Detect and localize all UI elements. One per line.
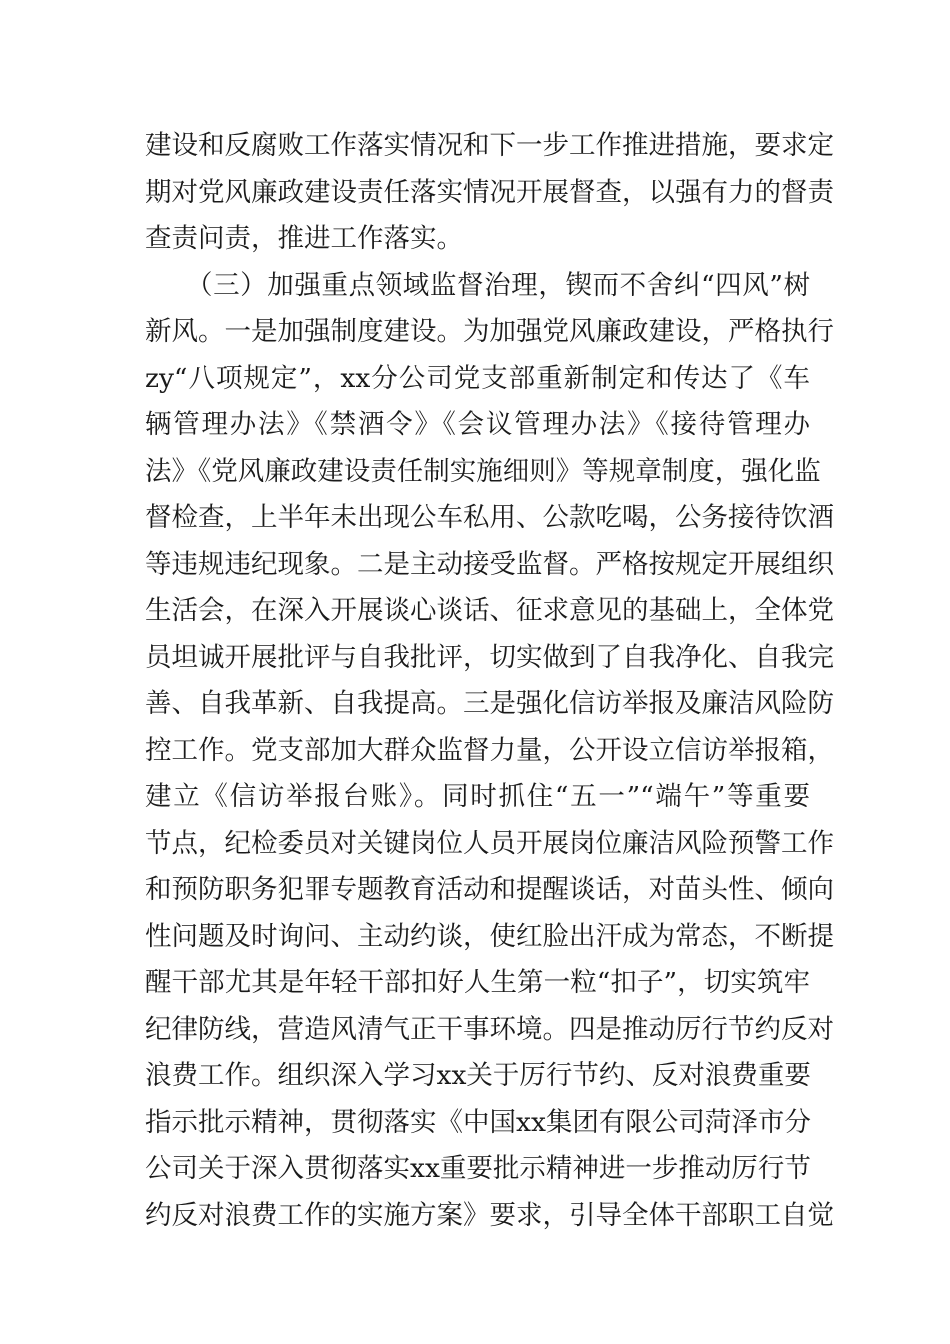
text-line: （三）加强重点领域监督治理，锲而不舍纠“四风”树: [145, 269, 810, 301]
text-line: 性问题及时询问、主动约谈，使红脸出汗成为常态，不断提: [145, 920, 834, 952]
text-line: 公司关于深入贯彻落实xx重要批示精神进一步推动厉行节: [145, 1153, 811, 1184]
text-line: 生活会，在深入开展谈心谈话、征求意见的基础上，全体党: [145, 595, 834, 626]
text-line: 新风。一是加强制度建设。为加强党风廉政建设，严格执行: [145, 316, 834, 347]
text-line: 善、自我革新、自我提高。三是强化信访举报及廉洁风险防: [145, 688, 834, 719]
text-line: 醒干部尤其是年轻干部扣好人生第一粒“扣子”，切实筑牢: [145, 967, 810, 998]
text-line: 控工作。党支部加大群众监督力量，公开设立信访举报箱，: [145, 734, 834, 766]
text-line: 和预防职务犯罪专题教育活动和提醒谈话，对苗头性、倾向: [145, 874, 834, 905]
text-line: 建立《信访举报台账》。同时抓住“五一”“端午”等重要: [145, 781, 810, 812]
text-line: 员坦诚开展批评与自我批评，切实做到了自我净化、自我完: [145, 641, 834, 673]
text-line: 等违规违纪现象。二是主动接受监督。严格按规定开展组织: [145, 548, 834, 580]
text-line: 指示批示精神，贯彻落实《中国xx集团有限公司菏泽市分: [145, 1106, 811, 1138]
text-line: 辆管理办法》《禁酒令》《会议管理办法》《接待管理办: [145, 409, 810, 440]
text-line: 浪费工作。组织深入学习xx关于厉行节约、反对浪费重要: [145, 1060, 811, 1091]
text-line: 查责问责，推进工作落实。: [145, 223, 463, 254]
text-line: 约反对浪费工作的实施方案》要求，引导全体干部职工自觉: [145, 1199, 834, 1231]
document-body: [145, 123, 834, 1239]
text-line: 建设和反腐败工作落实情况和下一步工作推进措施，要求定: [145, 130, 834, 161]
text-line: zy“八项规定”，xx分公司党支部重新制定和传达了《车: [145, 362, 810, 394]
text-line: 纪律防线，营造风清气正干事环境。四是推动厉行节约反对: [145, 1013, 834, 1045]
text-line: 法》《党风廉政建设责任制实施细则》等规章制度，强化监: [145, 455, 821, 487]
text-line: 督检查，上半年未出现公车私用、公款吃喝，公务接待饮酒: [145, 502, 834, 533]
text-line: 期对党风廉政建设责任落实情况开展督查，以强有力的督责: [145, 176, 834, 208]
text-line: 节点，纪检委员对关键岗位人员开展岗位廉洁风险预警工作: [145, 827, 834, 859]
